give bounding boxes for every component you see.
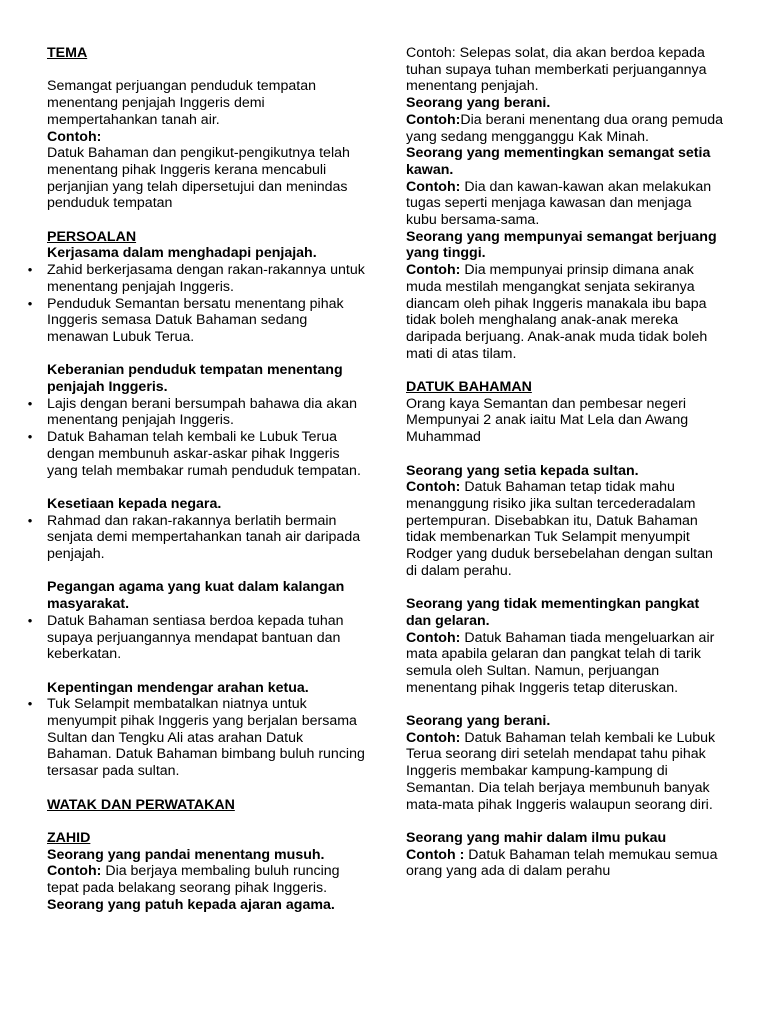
persoalan-title: Kesetiaan kepada negara. <box>47 495 222 512</box>
bullet-icon: • <box>27 612 33 628</box>
trait-title: Seorang yang setia kepada sultan. <box>406 462 639 479</box>
bullet-icon: • <box>27 429 33 445</box>
right-column <box>406 45 724 880</box>
persoalan-title: Pegangan agama yang kuat dalam kalangan masyarakat. <box>47 579 345 613</box>
section-heading-tema: TEMA <box>47 45 88 61</box>
list-item: • Lajis dengan berani bersumpah bahawa dia akan menentang penjajah Inggeris. <box>47 396 369 429</box>
list-item: • Rahmad dan rakan-rakannya berlatih bermain senjata demi mempertahankan tanah air daripada penjajah. <box>47 513 369 563</box>
section-heading-watak: WATAK DAN PERWATAKAN <box>47 796 235 813</box>
intro-contoh-text: Contoh: Selepas solat, dia akan berdoa kepada tuhan supaya tuhan memberkati perjuangannya menentang penjajah. <box>406 45 707 95</box>
bullet-icon: • <box>27 395 33 411</box>
section-heading-datuk-bahaman: DATUK BAHAMAN <box>406 379 532 396</box>
trait-example: Contoh: Dia mempunyai prinsip dimana anak muda mestilah mengangkat senjata sekiranya diancam oleh pihak Inggeris manakala ibu bapa tidak boleh menghalang anak-anak mereka daripada berjuang. Anak-anak muda tidak boleh mati di atas tilam. <box>406 262 708 362</box>
trait-title: Seorang yang berani. <box>406 713 551 730</box>
contoh-label: Contoh: <box>47 128 102 145</box>
trait-example: Contoh:Dia berani menentang dua orang pemuda yang sedang mengganggu Kak Minah. <box>406 111 724 145</box>
trait-example: Contoh: Datuk Bahaman telah kembali ke Lubuk Terua seorang diri setelah mendapat tahu pihak Inggeris membakar kampung-kampung di Semantan. Dia telah berjaya membunuh banyak mata-mata pihak Inggeris walaupun seorang diri. <box>406 729 716 813</box>
trait-title: Seorang yang mementingkan semangat setia kawan. <box>406 145 711 178</box>
list-item: • Tuk Selampit membatalkan niatnya untuk menyumpit pihak Inggeris yang berjalan bersama Sultan dan Tengku Ali atas arahan Datuk Bahaman. Datuk Bahaman bimbang buluh runcing tersasar pada sultan. <box>47 696 369 780</box>
bullet-icon: • <box>27 512 33 528</box>
trait-title: Seorang yang mempunyai semangat berjuang yang tinggi. <box>406 228 717 262</box>
tema-contoh-text: Datuk Bahaman dan pengikut-pengikutnya telah menentang pihak Inggeris kerana mencabuli perjanjian yang telah dipersetujui dan menindas penduduk tempatan <box>47 145 350 212</box>
persoalan-title: Kepentingan mendengar arahan ketua. <box>47 679 309 696</box>
trait-title: Seorang yang berani. <box>406 95 551 112</box>
trait-example: Contoh: Datuk Bahaman tiada mengeluarkan air mata apabila gelaran dan pangkat telah di tarik semula oleh Sultan. Namun, perjuangan menentang pihak Inggeris tetap diteruskan. <box>406 629 715 696</box>
list-item: • Datuk Bahaman telah kembali ke Lubuk Terua dengan membunuh askar-askar pihak Inggeris yang telah membakar rumah penduduk tempatan. <box>47 429 369 479</box>
left-column <box>27 45 369 913</box>
bullet-icon: • <box>27 262 33 278</box>
trait-title: Seorang yang tidak mementingkan pangkat dan gelaran. <box>406 596 700 629</box>
section-heading-zahid: ZAHID <box>47 829 91 846</box>
section-heading-persoalan: PERSOALAN <box>47 228 137 245</box>
trait-example: Contoh: Dia dan kawan-kawan akan melakukan tugas seperti menjaga kawasan dan menjaga kubu bersama-sama. <box>406 178 712 229</box>
list-item: • Datuk Bahaman sentiasa berdoa kepada tuhan supaya perjuangannya mendapat bantuan dan keberkatan. <box>47 613 369 663</box>
list-item: • Penduduk Semantan bersatu menentang pihak Inggeris semasa Datuk Bahaman sedang menawan Lubuk Terua. <box>47 296 369 346</box>
tema-text: Semangat perjuangan penduduk tempatan menentang penjajah Inggeris demi mempertahankan tanah air. <box>47 78 316 128</box>
bullet-icon: • <box>27 295 33 311</box>
trait-title: Seorang yang pandai menentang musuh. <box>47 846 325 863</box>
datuk-intro: Orang kaya Semantan dan pembesar negeri Mempunyai 2 anak iaitu Mat Lela dan Awang Muhammad <box>406 395 689 446</box>
trait-title: Seorang yang mahir dalam ilmu pukau <box>406 829 667 846</box>
trait-example: Contoh: Dia berjaya membaling buluh runcing tepat pada belakang seorang pihak Inggeris. <box>47 863 340 897</box>
persoalan-title: Kerjasama dalam menghadapi penjajah. <box>47 245 317 262</box>
bullet-icon: • <box>27 696 33 712</box>
trait-title: Seorang yang patuh kepada ajaran agama. <box>47 896 335 913</box>
list-item: • Zahid berkerjasama dengan rakan-rakannya untuk menentang penjajah Inggeris. <box>47 262 369 295</box>
trait-example: Contoh: Datuk Bahaman tetap tidak mahu menanggung risiko jika sultan tercederadalam pertempuran. Disebabkan itu, Datuk Bahaman tidak membenarkan Tuk Selampit menyumpit Rodger yang duduk bersebelahan dengan sultan di dalam perahu. <box>406 479 713 579</box>
persoalan-title: Keberanian penduduk tempatan menentang penjajah Inggeris. <box>47 362 343 396</box>
trait-example: Contoh : Datuk Bahaman telah memukau semua orang yang ada di dalam perahu <box>406 846 718 880</box>
